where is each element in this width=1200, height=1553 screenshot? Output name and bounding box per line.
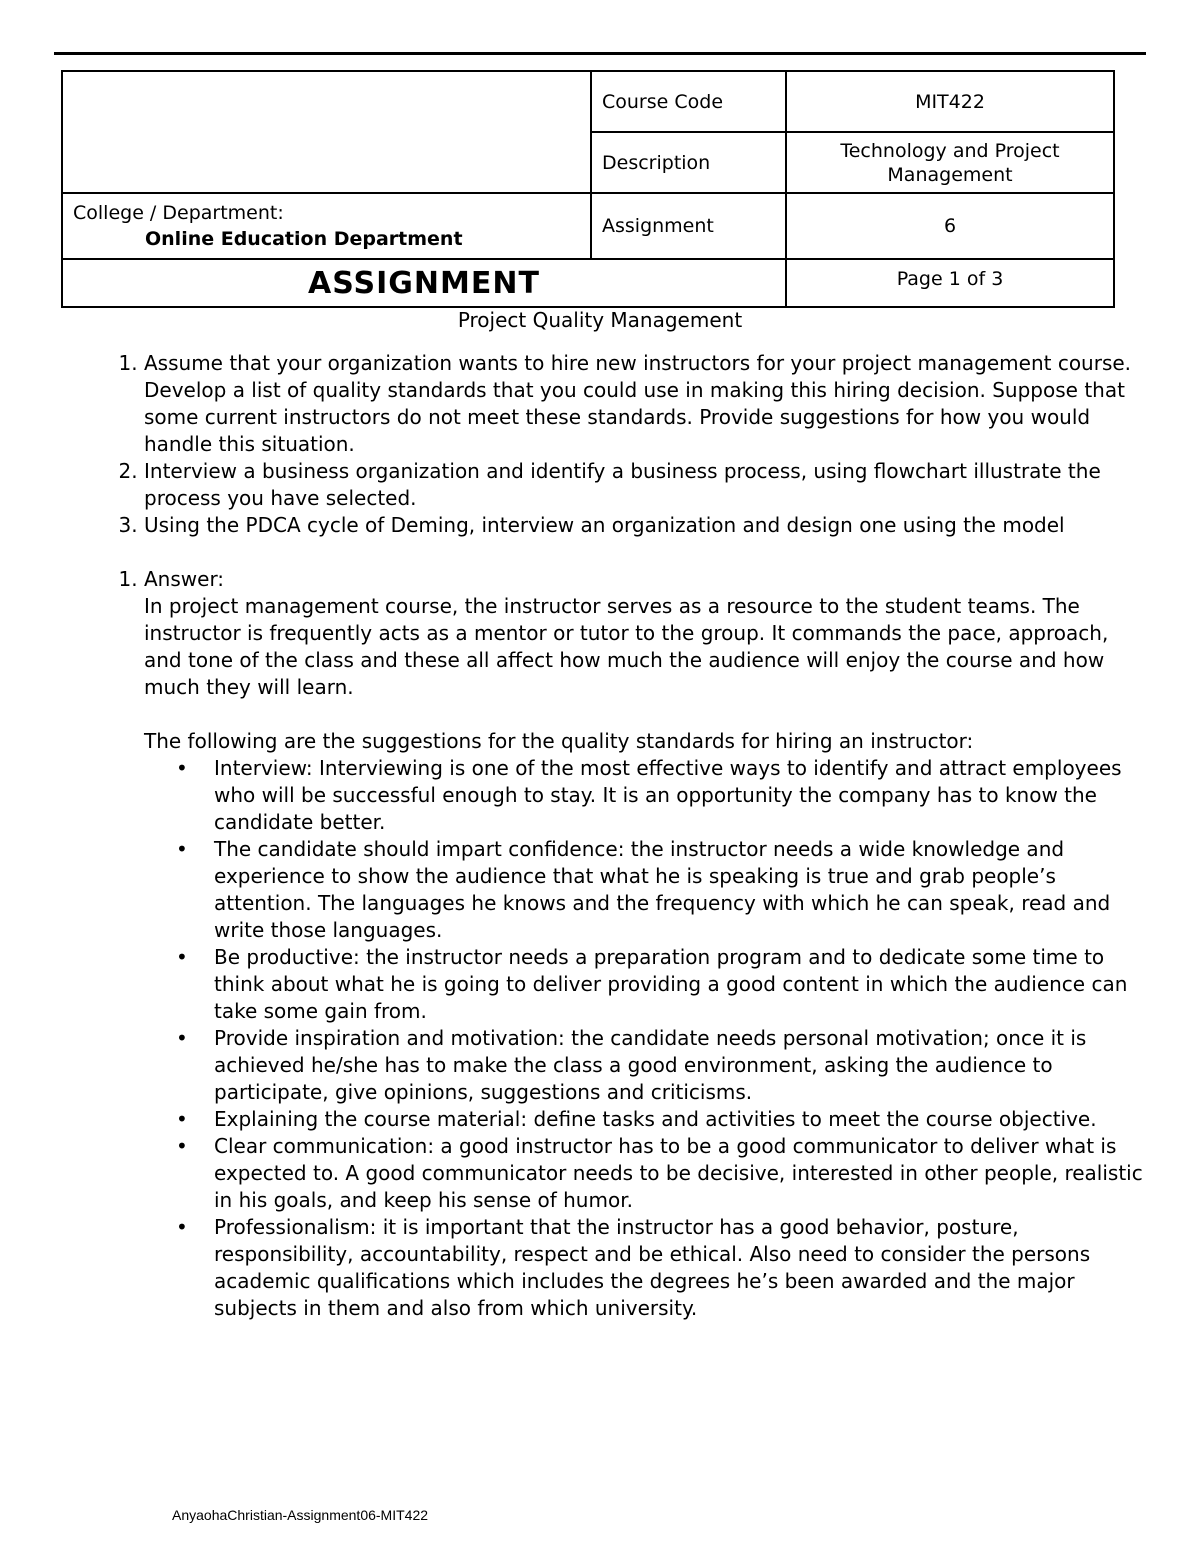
list-item: • The candidate should impart confidence: the instructor needs a wide knowledge and experience to show the audience that what he is speaking is true and grab people’s attention. The languages he knows and the frequency with which he can speak, read and write those languages. (214, 836, 1146, 944)
description-value: Technology and Project Management (786, 132, 1114, 193)
assignment-number: 6 (786, 193, 1114, 259)
question-list (106, 350, 1146, 539)
assignment-title: ASSIGNMENT (62, 259, 786, 307)
course-code-value: MIT422 (786, 71, 1114, 132)
page-indicator: Page 1 of 3 (786, 259, 1114, 307)
question-item: 3. Using the PDCA cycle of Deming, interview an organization and design one using the model (144, 512, 1146, 539)
answer-item (144, 566, 1146, 1322)
college-label: College / Department: (73, 202, 284, 224)
list-item: • Explaining the course material: define tasks and activities to meet the course objective. (214, 1106, 1146, 1133)
question-item: 2. Interview a business organization and identify a business process, using flowchart illustrate the process you have selected. (144, 458, 1146, 512)
top-rule (54, 52, 1146, 55)
subject-title: Project Quality Management (457, 308, 743, 332)
answer-list (106, 566, 1146, 1322)
document-body (106, 350, 1146, 1322)
list-item: • Clear communication: a good instructor has to be a good communicator to deliver what is expected to. A good communicator needs to be decisive, interested in other people, realistic in his goals, and keep his sense of humor. (214, 1133, 1146, 1214)
assignment-label: Assignment (591, 193, 786, 259)
list-item: • Professionalism: it is important that the instructor has a good behavior, posture, responsibility, accountability, respect and be ethical. Also need to consider the persons academic qualifications which includes the degrees he’s been awarded and the major subjects in them and also from which university. (214, 1214, 1146, 1322)
footer-filename: AnyaohaChristian-Assignment06-MIT422 (172, 1507, 429, 1523)
answer-lead: The following are the suggestions for the quality standards for hiring an instructor: (144, 729, 974, 753)
header-table (61, 70, 1115, 308)
college-department-cell (62, 193, 591, 259)
standards-list (144, 755, 1146, 1322)
header-blank-cell (62, 71, 591, 193)
answer-intro: In project management course, the instructor serves as a resource to the student teams. The instructor is frequently acts as a mentor or tutor to the group. It commands the pace, approach, and tone of the class and these all affect how much the audience will enjoy the course and how much they will learn. (144, 594, 1109, 699)
question-item: 1. Assume that your organization wants to hire new instructors for your project management course. Develop a list of quality standards that you could use in making this hiring decision. Suppose that some current instructors do not meet these standards. Provide suggestions for how you would handle this situation. (144, 350, 1146, 458)
course-code-label: Course Code (591, 71, 786, 132)
college-value: Online Education Department (145, 228, 463, 250)
list-item: • Provide inspiration and motivation: the candidate needs personal motivation; once it is achieved he/she has to make the class a good environment, asking the audience to participate, give opinions, suggestions and criticisms. (214, 1025, 1146, 1106)
list-item: • Be productive: the instructor needs a preparation program and to dedicate some time to think about what he is going to deliver providing a good content in which the audience can take some gain from. (214, 944, 1146, 1025)
answer-label: 1. Answer: (144, 567, 225, 591)
list-item: • Interview: Interviewing is one of the most effective ways to identify and attract employees who will be successful enough to stay. It is an opportunity the company has to know the candidate better. (214, 755, 1146, 836)
description-label: Description (591, 132, 786, 193)
